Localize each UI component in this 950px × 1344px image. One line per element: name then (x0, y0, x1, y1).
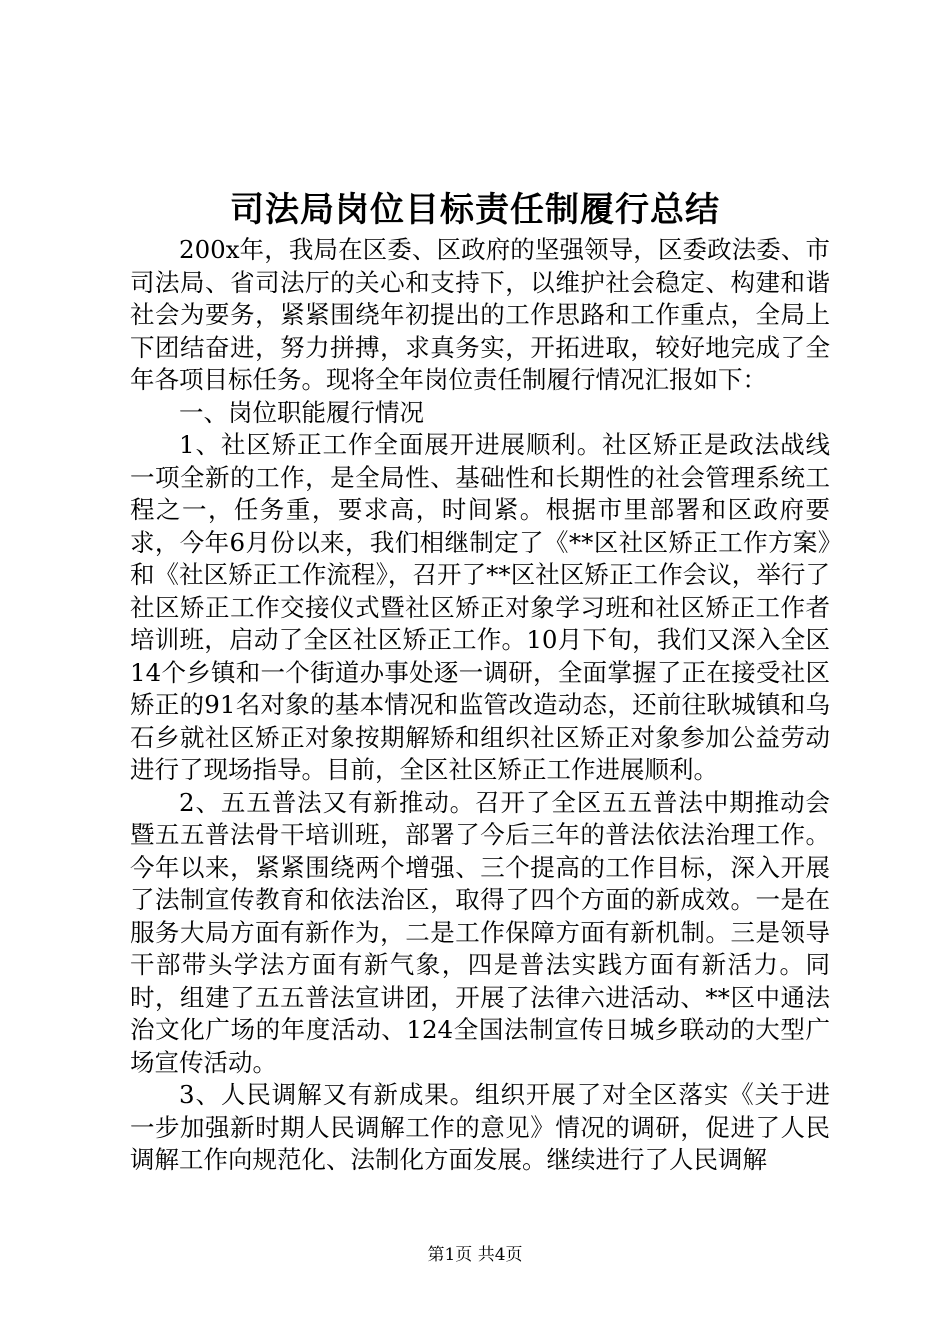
paragraph-intro: 200x年，我局在区委、区政府的坚强领导，区委政法委、市司法局、省司法厅的关心和支持下，以维护社会稳定、构建和谐社会为要务，紧紧围绕年初提出的工作思路和工作重点，全局上下团结奋进，努力拼搏，求真务实，开拓进取，较好地完成了全年各项目标任务。现将全年岗位责任制履行情况汇报如下： (130, 235, 830, 394)
paragraph-community-correction: 1、社区矫正工作全面展开进展顺利。社区矫正是政法战线一项全新的工作，是全局性、基础性和长期性的社会管理系统工程之一，任务重，要求高，时间紧。根据市里部署和区政府要求，今年6月份以来，我们相继制定了《**区社区矫正工作方案》和《社区矫正工作流程》，召开了**区社区矫正工作会议，举行了社区矫正工作交接仪式暨社区矫正对象学习班和社区矫正工作者培训班，启动了全区社区矫正工作。10月下旬，我们又深入全区14个乡镇和一个街道办事处逐一调研，全面掌握了正在接受社区矫正的91名对象的基本情况和监管改造动态，还前往耿城镇和乌石乡就社区矫正对象按期解矫和组织社区矫正对象参加公益劳动进行了现场指导。目前，全区社区矫正工作进展顺利。 (130, 430, 830, 784)
document-body (130, 234, 830, 1177)
document-title: 司法局岗位目标责任制履行总结 (230, 190, 720, 230)
page-number-footer: 第1页 共4页 (427, 1245, 523, 1265)
section-heading: 一、岗位职能履行情况 (179, 397, 424, 427)
paragraph-legal-education: 2、五五普法又有新推动。召开了全区五五普法中期推动会暨五五普法骨干培训班，部署了今后三年的普法依法治理工作。今年以来，紧紧围绕两个增强、三个提高的工作目标，深入开展了法制宣传教育和依法治区，取得了四个方面的新成效。一是在服务大局方面有新作为，二是工作保障方面有新机制。三是领导干部带头学法方面有新气象，四是普法实践方面有新活力。同时，组建了五五普法宣讲团，开展了法律六进活动、**区中通法治文化广场的年度活动、124全国法制宣传日城乡联动的大型广场宣传活动。 (130, 787, 830, 1077)
paragraph-mediation: 3、人民调解又有新成果。组织开展了对全区落实《关于进一步加强新时期人民调解工作的意见》情况的调研，促进了人民调解工作向规范化、法制化方面发展。继续进行了人民调解 (130, 1080, 830, 1174)
